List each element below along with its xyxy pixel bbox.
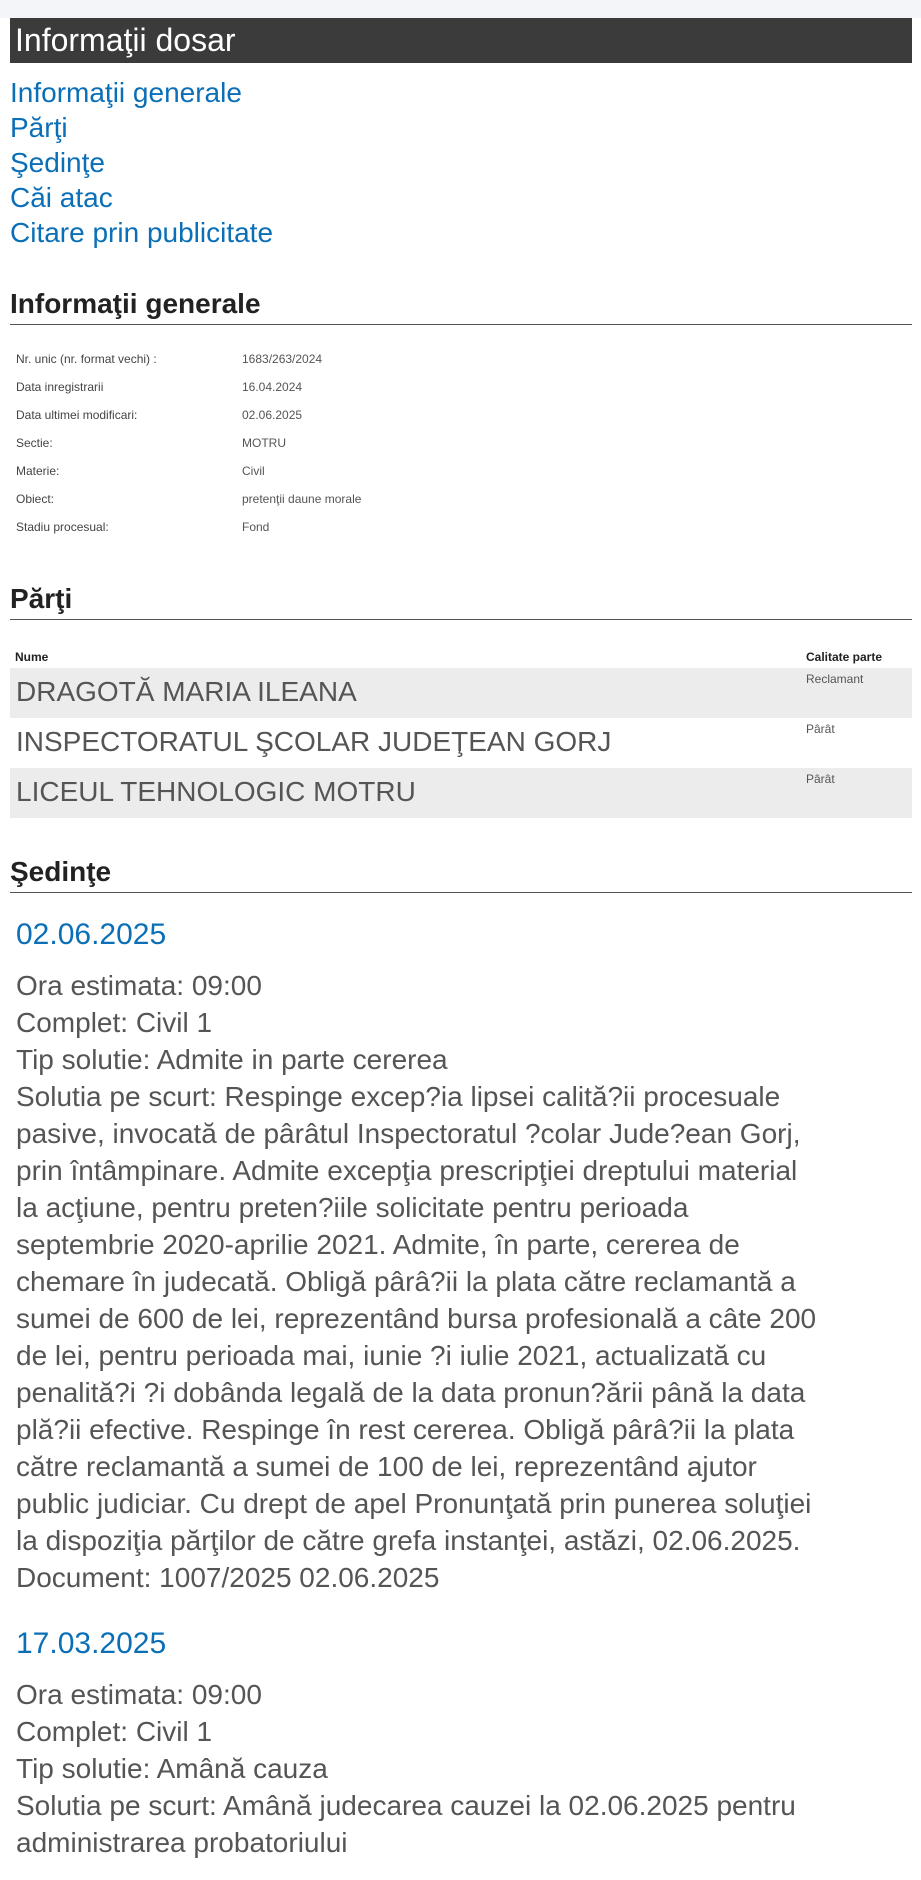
info-label: Sectie:	[16, 436, 53, 450]
info-value: pretenţii daune morale	[242, 492, 362, 506]
party-role: Pârât	[806, 722, 835, 736]
info-row	[16, 373, 912, 401]
info-label: Nr. unic (nr. format vechi) :	[16, 352, 157, 366]
hearing-line: septembrie 2020-aprilie 2021. Admite, în parte, cererea de	[16, 1229, 740, 1260]
page-content	[10, 18, 912, 1861]
info-label: Stadiu procesual:	[16, 520, 109, 534]
hearing-line: Solutia pe scurt: Amână judecarea cauzei la 02.06.2025 pentru	[16, 1790, 796, 1821]
hearing-line: chemare în judecată. Obligă pârâ?ii la plata către reclamantă a	[16, 1266, 796, 1297]
info-row	[16, 513, 912, 541]
info-row	[16, 401, 912, 429]
parti-table-header	[10, 646, 912, 668]
general-heading: Informaţii generale	[10, 288, 912, 325]
nav-link-general[interactable]: Informaţii generale	[10, 77, 242, 108]
hearing-line: Complet: Civil 1	[16, 1716, 213, 1747]
party-name: LICEUL TEHNOLOGIC MOTRU	[16, 776, 416, 807]
info-value: 1683/263/2024	[242, 352, 323, 366]
hearing-line: Complet: Civil 1	[16, 1007, 213, 1038]
party-name: INSPECTORATUL ŞCOLAR JUDEŢEAN GORJ	[16, 726, 612, 757]
info-value: Civil	[242, 464, 265, 478]
hearing-line: Tip solutie: Amână cauza	[16, 1753, 328, 1784]
hearing-document[interactable]: Document: 1007/2025 02.06.2025	[16, 1562, 440, 1593]
info-row	[16, 345, 912, 373]
info-row	[16, 485, 912, 513]
info-value: MOTRU	[242, 436, 286, 450]
page-title: Informaţii dosar	[10, 18, 912, 63]
hearing-entry	[10, 1626, 912, 1861]
hearing-line: administrarea probatoriului	[16, 1827, 348, 1858]
info-label: Data ultimei modificari:	[16, 408, 138, 422]
party-row	[10, 718, 912, 768]
hearing-line: la acţiune, pentru preten?iile solicitate pentru perioada	[16, 1192, 689, 1223]
info-value: Fond	[242, 520, 270, 534]
party-row	[10, 668, 912, 718]
hearing-date: 17.03.2025	[16, 1627, 167, 1660]
hearing-line: Tip solutie: Admite in parte cererea	[16, 1044, 448, 1075]
nav-link-citare[interactable]: Citare prin publicitate	[10, 217, 274, 248]
col-header-name: Nume	[15, 650, 49, 664]
hearing-line: pasive, invocată de pârâtul Inspectoratul ?colar Jude?ean Gorj,	[16, 1118, 801, 1149]
hearing-entry	[10, 917, 912, 1596]
hearing-line: penalită?i ?i dobânda legală de la data pronun?ării până la data	[16, 1377, 806, 1408]
parti-heading: Părţi	[10, 583, 912, 620]
party-role: Reclamant	[806, 672, 864, 686]
nav-link-parti[interactable]: Părţi	[10, 112, 68, 143]
hearing-line: Ora estimata: 09:00	[16, 970, 262, 1001]
party-role: Pârât	[806, 772, 835, 786]
hearing-line: public judiciar. Cu drept de apel Pronunţată prin punerea soluţiei	[16, 1488, 812, 1519]
general-info-table	[16, 345, 912, 541]
hearing-line: de lei, pentru perioada mai, iunie ?i iulie 2021, actualizată cu	[16, 1340, 767, 1371]
sedinte-heading: Şedinţe	[10, 856, 912, 893]
hearing-line: Solutia pe scurt: Respinge excep?ia lipsei calită?ii procesuale	[16, 1081, 781, 1112]
party-row	[10, 768, 912, 818]
info-label: Data inregistrarii	[16, 380, 104, 394]
info-label: Materie:	[16, 464, 60, 478]
hearing-line: plă?ii efective. Respinge în rest cererea. Obligă pârâ?ii la plata	[16, 1414, 795, 1445]
hearing-date: 02.06.2025	[16, 918, 167, 951]
section-nav	[10, 75, 912, 250]
nav-link-cai-atac[interactable]: Căi atac	[10, 182, 113, 213]
info-value: 02.06.2025	[242, 408, 303, 422]
info-label: Obiect:	[16, 492, 55, 506]
hearing-line: sumei de 600 de lei, reprezentând bursa profesională a câte 200	[16, 1303, 817, 1334]
info-value: 16.04.2024	[242, 380, 303, 394]
hearing-line: către reclamantă a sumei de 100 de lei, reprezentând ajutor	[16, 1451, 757, 1482]
hearing-line: la dispoziţia părţilor de către grefa instanţei, astăzi, 02.06.2025.	[16, 1525, 801, 1556]
nav-link-sedinte[interactable]: Şedinţe	[10, 147, 105, 178]
hearing-line: prin întâmpinare. Admite excepţia prescripţiei dreptului material	[16, 1155, 798, 1186]
col-header-role: Calitate parte	[806, 650, 883, 664]
hearing-line: Ora estimata: 09:00	[16, 1679, 262, 1710]
party-name: DRAGOTĂ MARIA ILEANA	[16, 676, 357, 707]
top-strip	[0, 0, 921, 18]
info-row	[16, 457, 912, 485]
info-row	[16, 429, 912, 457]
